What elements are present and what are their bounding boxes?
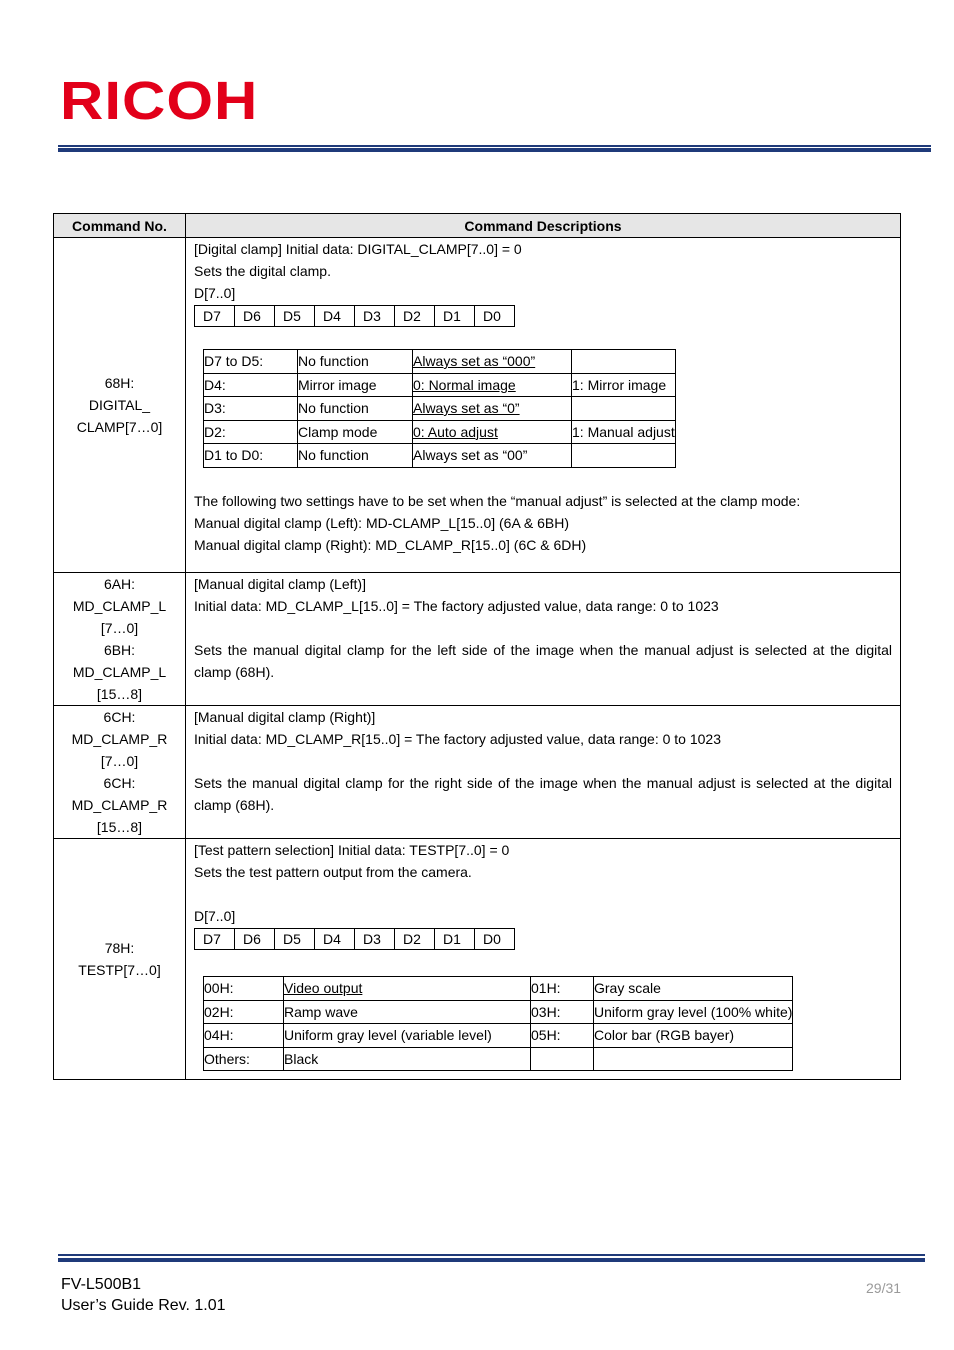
table-row xyxy=(54,839,901,1080)
description-paragraph: Sets the manual digital clamp for the left side of the image when the manual adjust is selected at the digital clamp (68H). xyxy=(194,642,892,680)
command-cell-78h: 78H: TESTP[7…0] xyxy=(54,839,186,1080)
description-paragraph: Sets the manual digital clamp for the right side of the image when the manual adjust is selected at the digital clamp (68H). xyxy=(194,775,892,813)
bit-cell: D6 xyxy=(235,306,275,327)
bit-table xyxy=(194,305,515,327)
col-header-command-no: Command No. xyxy=(54,214,186,238)
settings-row: D3: No function Always set as “0” xyxy=(204,397,676,421)
table-row xyxy=(54,573,901,706)
bit-cell: D1 xyxy=(435,929,475,950)
bit-range-label: D[7..0] xyxy=(194,285,236,301)
command-cell-68h xyxy=(54,238,186,573)
pattern-row: 00H: Video output 01H: Gray scale xyxy=(204,977,793,1001)
description-cell-6ch xyxy=(186,706,901,839)
pattern-row: Others: Black xyxy=(204,1047,793,1071)
footer-info xyxy=(61,1274,226,1316)
bit-cell: D3 xyxy=(355,929,395,950)
bit-cell: D1 xyxy=(435,306,475,327)
bit-cell: D5 xyxy=(275,306,315,327)
table-header-row xyxy=(54,214,901,238)
description-cell-68h xyxy=(186,238,901,573)
header-rule xyxy=(58,145,931,152)
bit-cell: D6 xyxy=(235,929,275,950)
command-line: DIGITAL_ xyxy=(88,397,151,413)
page-number: 29/31 xyxy=(866,1280,902,1296)
bit-cell: D2 xyxy=(395,306,435,327)
command-cell-6ch: 6CH: MD_CLAMP_R [7…0] 6CH: MD_CLAMP_R [15…8] xyxy=(54,706,186,839)
footer-model: FV-L500B1 xyxy=(61,1276,142,1293)
description-text: Sets the test pattern output from the camera. xyxy=(194,864,472,880)
bit-cell: D5 xyxy=(275,929,315,950)
bit-cell: D4 xyxy=(315,306,355,327)
settings-row: D4: Mirror image 0: Normal image 1: Mirror image xyxy=(204,373,676,397)
description-text: Initial data: MD_CLAMP_L[15..0] = The factory adjusted value, data range: 0 to 1023 xyxy=(194,598,719,614)
settings-row: D7 to D5: No function Always set as “000” xyxy=(204,350,676,374)
bit-cell: D2 xyxy=(395,929,435,950)
note-text: Manual digital clamp (Left): MD-CLAMP_L[15..0] (6A & 6BH) xyxy=(194,514,570,531)
bit-cell: D0 xyxy=(475,306,515,327)
settings-row: D1 to D0: No function Always set as “00” xyxy=(204,444,676,468)
table-row xyxy=(54,238,901,573)
description-title: [Digital clamp] Initial data: DIGITAL_CLAMP[7..0] = 0 xyxy=(194,241,522,257)
pattern-row: 02H: Ramp wave 03H: Uniform gray level (100% white) xyxy=(204,1000,793,1024)
command-cell-6ah: 6AH: MD_CLAMP_L [7…0] 6BH: MD_CLAMP_L [15…8] xyxy=(54,573,186,706)
pattern-row: 04H: Uniform gray level (variable level) 05H: Color bar (RGB bayer) xyxy=(204,1024,793,1048)
description-text: Sets the digital clamp. xyxy=(194,263,331,279)
note-text: The following two settings have to be set when the “manual adjust” is selected at the clamp mode: xyxy=(194,492,801,509)
description-title: [Manual digital clamp (Right)] xyxy=(194,709,376,725)
bit-range-label: D[7..0] xyxy=(194,908,236,924)
bit-cell: D7 xyxy=(195,306,235,327)
footer-guide: User’s Guide Rev. 1.01 xyxy=(61,1297,226,1314)
bit-cell: D7 xyxy=(195,929,235,950)
settings-table xyxy=(203,349,676,468)
bit-cell: D4 xyxy=(315,929,355,950)
ricoh-logo: RICOH xyxy=(60,70,259,131)
footer-rule xyxy=(58,1254,925,1262)
pattern-table xyxy=(203,976,793,1071)
col-header-descriptions: Command Descriptions xyxy=(186,214,901,238)
table-row xyxy=(54,706,901,839)
bit-cell: D3 xyxy=(355,306,395,327)
description-text: Initial data: MD_CLAMP_R[15..0] = The factory adjusted value, data range: 0 to 1023 xyxy=(194,731,722,747)
bit-cell: D0 xyxy=(475,929,515,950)
note-text: Manual digital clamp (Right): MD_CLAMP_R[15..0] (6C & 6DH) xyxy=(194,536,587,553)
command-line: 68H: xyxy=(104,375,135,391)
command-line: CLAMP[7…0] xyxy=(76,419,163,435)
bit-table xyxy=(194,928,515,950)
description-cell-6ah xyxy=(186,573,901,706)
settings-row: D2: Clamp mode 0: Auto adjust 1: Manual adjust xyxy=(204,420,676,444)
description-cell-78h xyxy=(186,839,901,1080)
description-title: [Manual digital clamp (Left)] xyxy=(194,576,366,592)
command-table xyxy=(53,213,901,1080)
description-title: [Test pattern selection] Initial data: TESTP[7..0] = 0 xyxy=(194,842,510,858)
